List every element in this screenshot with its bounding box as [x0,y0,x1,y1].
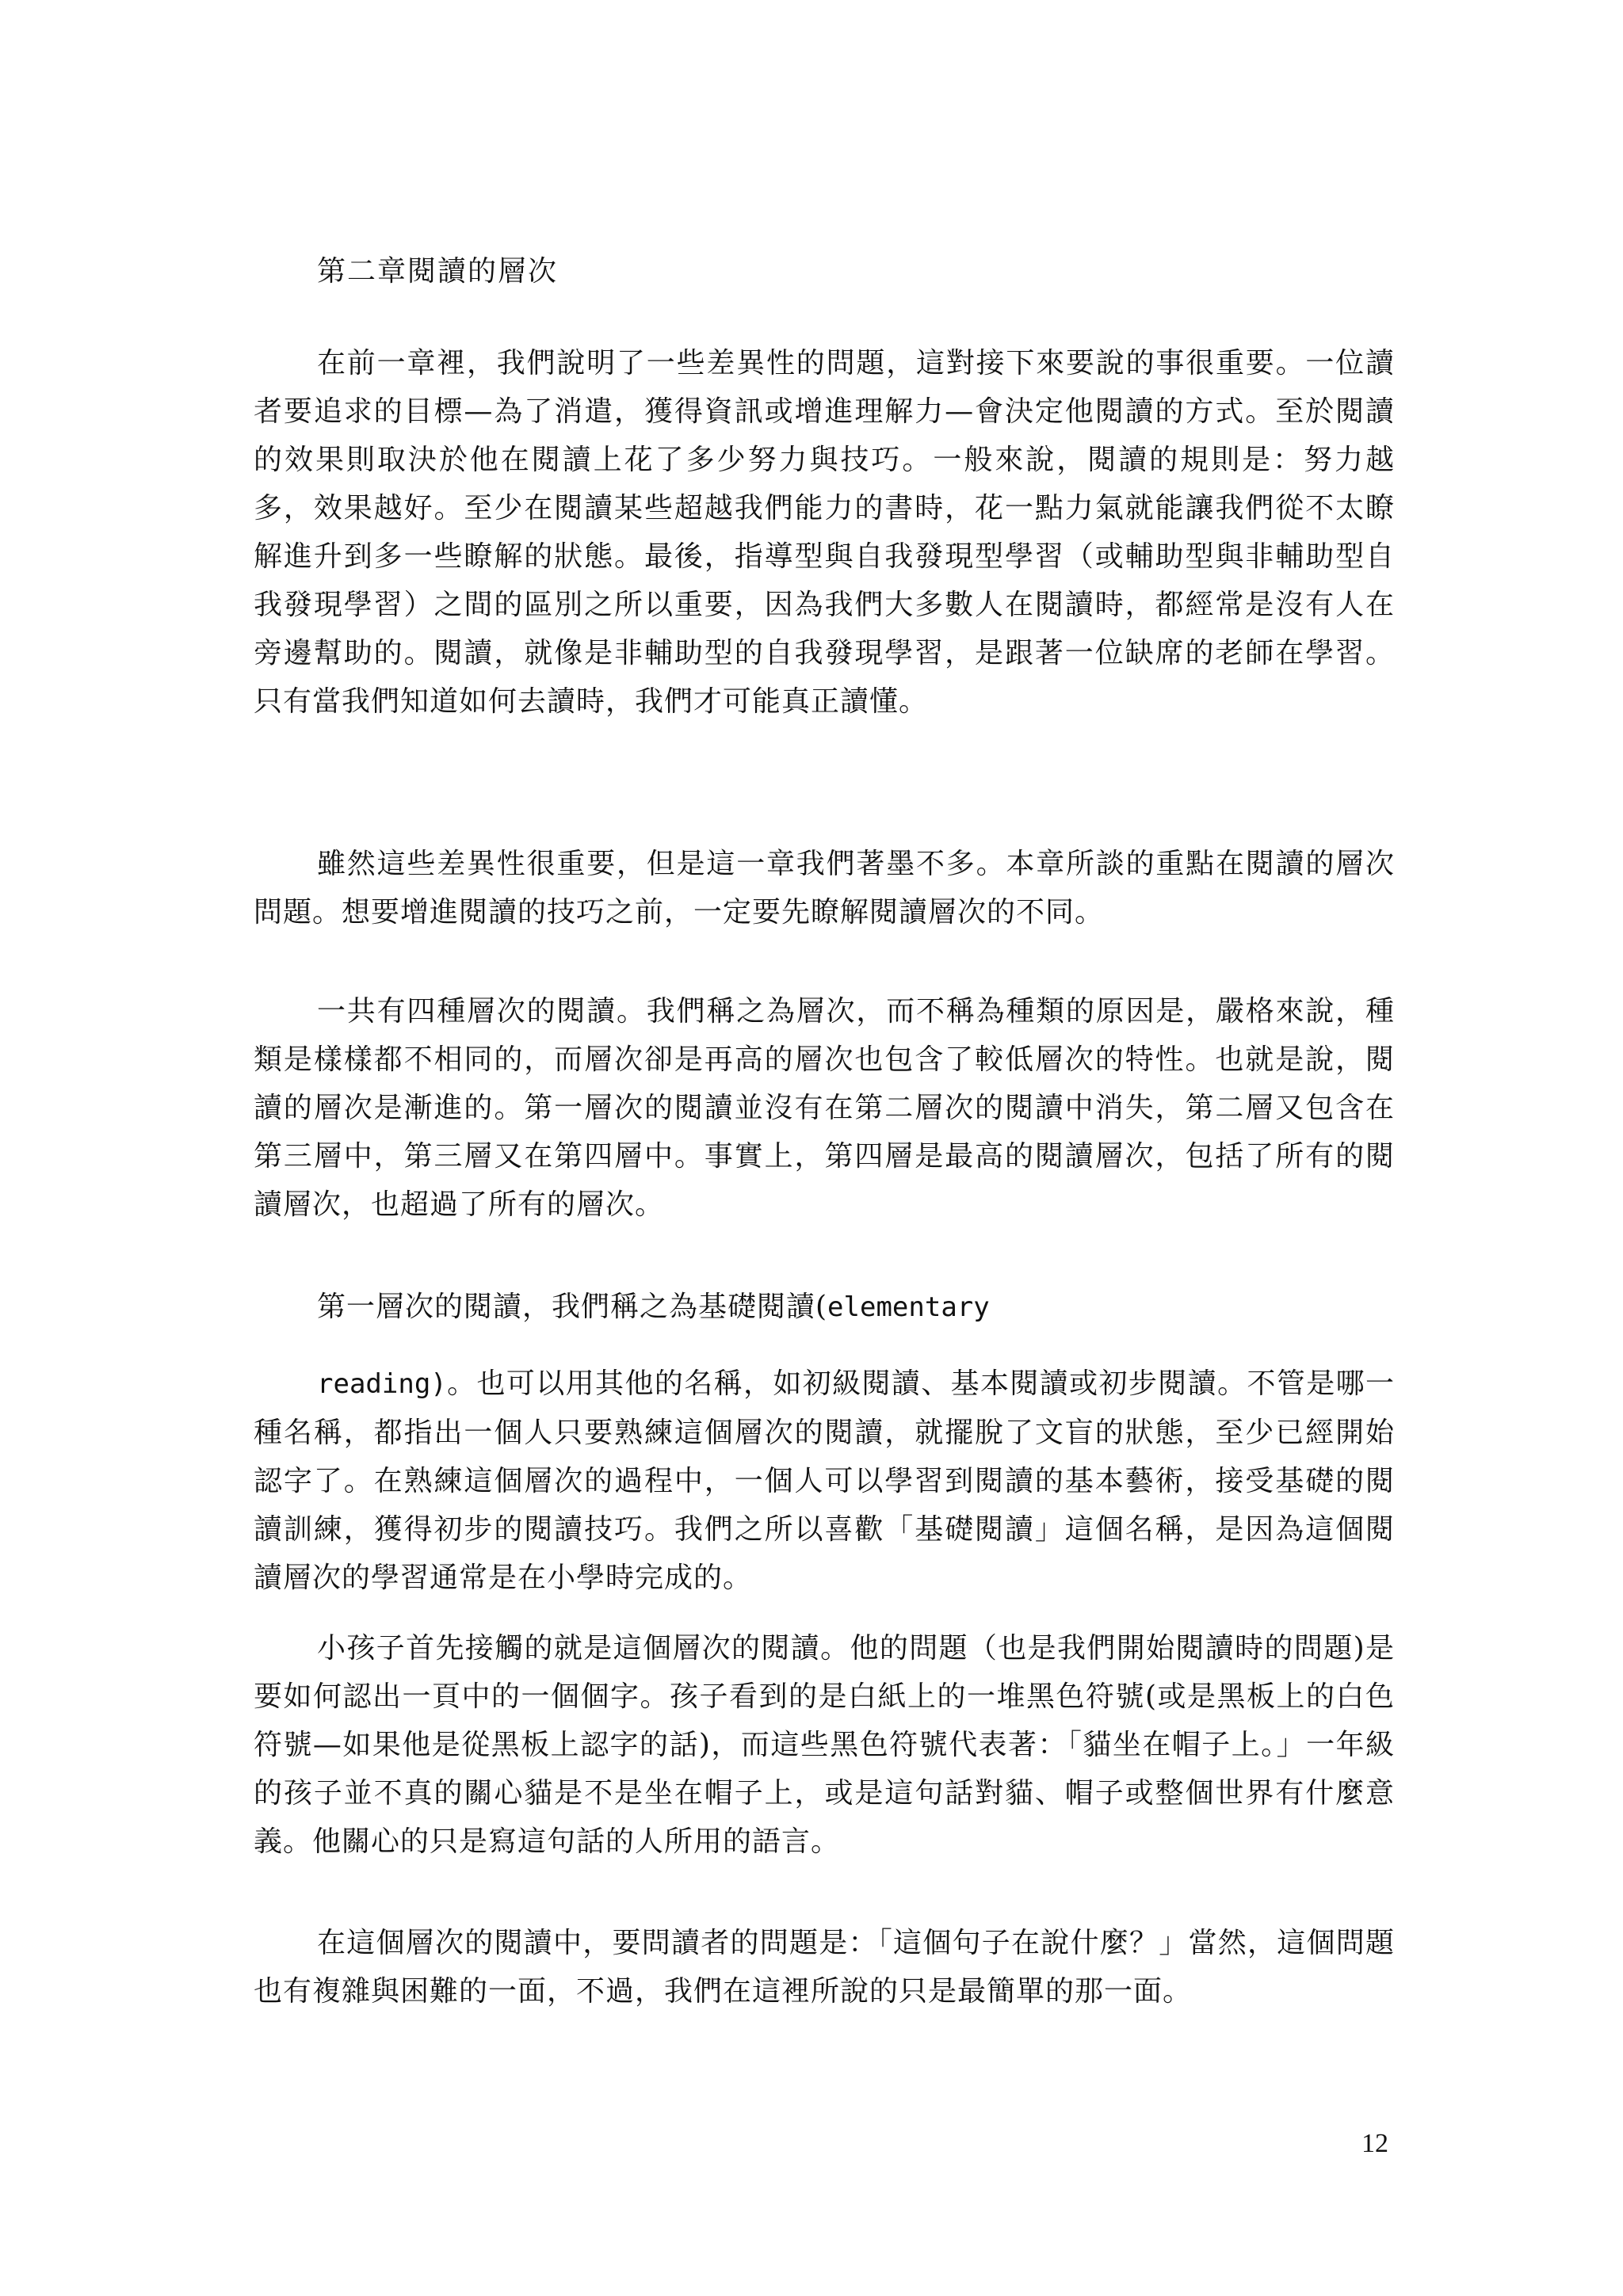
chapter-title: 第二章閱讀的層次 [317,255,559,288]
paragraph-6: 在這個層次的閱讀中，要問讀者的問題是：「這個句子在說什麼？」當然，這個問題也有複雜與困難的一面，不過，我們在這裡所說的只是最簡單的那一面。 [254,1927,1395,2008]
paragraph-5: 小孩子首先接觸的就是這個層次的閱讀。他的問題（也是我們開始閱讀時的問題)是要如何認出一頁中的一個個字。孩子看到的是白紙上的一堆黑色符號(或是黑板上的白色符號—如果他是從黑板上認字的話)，而這些黑色符號代表著：「貓坐在帽子上。」一年級的孩子並不真的關心貓是不是坐在帽子上，或是這句話對貓、帽子或整個世界有什麼意義。他關心的只是寫這句話的人所用的語言。 [254,1632,1395,1858]
paragraph-1: 在前一章裡，我們說明了一些差異性的問題，這對接下來要說的事很重要。一位讀者要追求的目標—為了消遣，獲得資訊或增進理解力—會決定他閱讀的方式。至於閱讀的效果則取決於他在閱讀上花了多少努力與技巧。一般來說，閱讀的規則是：努力越多，效果越好。至少在閱讀某些超越我們能力的書時，花一點力氣就能讓我們從不太瞭解進升到多一些瞭解的狀態。最後，指導型與自我發現型學習（或輔助型與非輔助型自我發現學習）之間的區別之所以重要，因為我們大多數人在閱讀時，都經常是沒有人在旁邊幫助的。閱讀，就像是非輔助型的自我發現學習，是跟著一位缺席的老師在學習。只有當我們知道如何去讀時，我們才可能真正讀懂。 [254,347,1395,718]
paragraph-4-latin-continuation: reading) [317,1368,447,1400]
paragraph-4-rest: 。也可以用其他的名稱，如初級閱讀、基本閱讀或初步閱讀。不管是哪一種名稱，都指出一個人只要熟練這個層次的閱讀，就擺脫了文盲的狀態，至少已經開始認字了。在熟練這個層次的過程中，一個人可以學習到閱讀的基本藝術，接受基礎的閱讀訓練，獲得初步的閱讀技巧。我們之所以喜歡「基礎閱讀」這個名稱，是因為這個閱讀層次的學習通常是在小學時完成的。 [254,1367,1395,1594]
paragraph-4-body [254,1360,1395,1602]
paragraph-3: 一共有四種層次的閱讀。我們稱之為層次，而不稱為種類的原因是，嚴格來說，種類是樣樣都不相同的，而層次卻是再高的層次也包含了較低層次的特性。也就是說，閱讀的層次是漸進的。第一層次的閱讀並沒有在第二層次的閱讀中消失，第二層又包含在第三層中，第三層又在第四層中。事實上，第四層是最高的閱讀層次，包括了所有的閱讀層次，也超過了所有的層次。 [254,995,1395,1221]
paragraph-4-latin-term: elementary [827,1291,990,1323]
paragraph-4-prefix: 第一層次的閱讀，我們稱之為基礎閱讀( [317,1291,828,1323]
page-number: 12 [1361,2129,1388,2158]
paragraph-4-first-line [317,1283,1395,1331]
paragraph-2: 雖然這些差異性很重要，但是這一章我們著墨不多。本章所談的重點在閱讀的層次問題。想要增進閱讀的技巧之前，一定要先瞭解閱讀層次的不同。 [254,848,1395,929]
